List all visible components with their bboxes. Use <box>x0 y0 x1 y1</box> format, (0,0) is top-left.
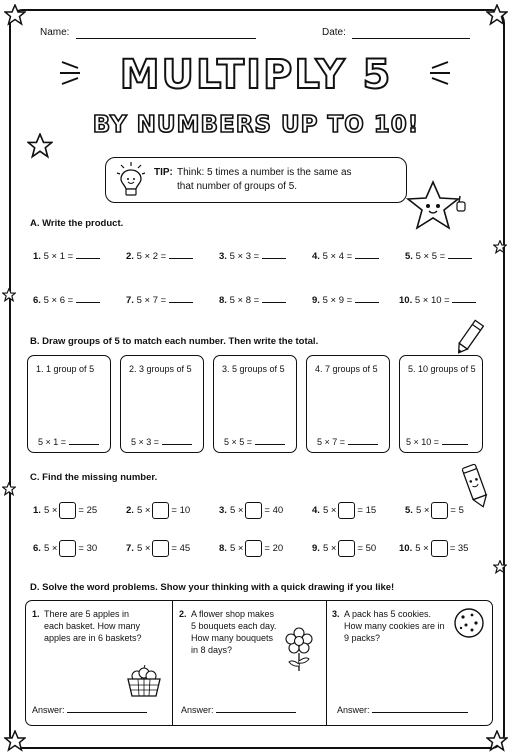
tip-box <box>105 157 407 203</box>
missing-number-problem: 7. 5 × = 45 <box>126 540 190 557</box>
answer-blank[interactable] <box>67 704 147 713</box>
answer-blank[interactable] <box>262 294 286 303</box>
missing-number-problem: 10. 5 × = 35 <box>399 540 468 557</box>
missing-number-box[interactable] <box>152 540 169 557</box>
answer-blank[interactable] <box>216 704 296 713</box>
missing-number-box[interactable] <box>59 540 76 557</box>
date-label: Date: <box>322 27 346 38</box>
answer-row-2: Answer: <box>181 704 296 715</box>
product-problem: 4. 5 × 4 = <box>312 250 379 262</box>
group-box[interactable]: 3. 5 groups of 5 5 × 5 = <box>213 355 297 453</box>
product-problem: 6. 5 × 6 = <box>33 294 100 306</box>
cookie-icon <box>452 606 486 640</box>
answer-blank[interactable] <box>348 436 378 445</box>
product-problem: 9. 5 × 9 = <box>312 294 379 306</box>
answer-blank[interactable] <box>76 294 100 303</box>
answer-blank[interactable] <box>442 436 468 445</box>
product-problem: 1. 5 × 1 = <box>33 250 100 262</box>
missing-number-problem: 6. 5 × = 30 <box>33 540 97 557</box>
tip-text-line2: that number of groups of 5. <box>177 181 298 192</box>
star-icon <box>486 4 508 26</box>
missing-number-problem: 4. 5 × = 15 <box>312 502 376 519</box>
page-title: MULTIPLY 5 <box>119 52 393 98</box>
page-subtitle: BY NUMBERS UP TO 10! <box>92 112 420 138</box>
star-icon <box>493 560 507 574</box>
star-icon <box>4 4 26 26</box>
missing-number-box[interactable] <box>431 540 448 557</box>
answer-blank[interactable] <box>262 250 286 259</box>
flower-icon <box>282 626 316 672</box>
product-problem: 2. 5 × 2 = <box>126 250 193 262</box>
missing-number-box[interactable] <box>59 502 76 519</box>
date-field[interactable] <box>352 38 470 39</box>
missing-number-box[interactable] <box>245 502 262 519</box>
section-c-heading: C. Find the missing number. <box>30 472 158 483</box>
section-a-heading: A. Write the product. <box>30 218 124 229</box>
missing-number-problem: 9. 5 × = 50 <box>312 540 376 557</box>
word-problem-2: 2. A flower shop makes 5 bouquets each day. How many bouquets in 8 days? <box>179 609 277 655</box>
answer-row-3: Answer: <box>337 704 468 715</box>
star-mascot-icon <box>405 180 471 236</box>
answer-blank[interactable] <box>76 250 100 259</box>
pencil-icon <box>452 318 486 358</box>
name-field[interactable] <box>76 38 256 39</box>
product-problem: 8. 5 × 8 = <box>219 294 286 306</box>
product-problem: 5. 5 × 5 = <box>405 250 472 262</box>
missing-number-box[interactable] <box>338 502 355 519</box>
divider <box>326 601 327 725</box>
missing-number-box[interactable] <box>431 502 448 519</box>
missing-number-box[interactable] <box>152 502 169 519</box>
answer-row-1: Answer: <box>32 704 147 715</box>
missing-number-problem: 1. 5 × = 25 <box>33 502 97 519</box>
group-box[interactable]: 5. 10 groups of 5 5 × 10 = <box>399 355 483 453</box>
missing-number-problem: 8. 5 × = 20 <box>219 540 283 557</box>
answer-blank[interactable] <box>355 294 379 303</box>
answer-blank[interactable] <box>255 436 285 445</box>
section-d-heading: D. Solve the word problems. Show your thinking with a quick drawing if you like! <box>30 582 395 593</box>
product-problem: 10. 5 × 10 = <box>399 294 476 306</box>
product-problem: 7. 5 × 7 = <box>126 294 193 306</box>
group-box[interactable]: 1. 1 group of 5 5 × 1 = <box>27 355 111 453</box>
star-icon <box>4 730 26 752</box>
star-icon <box>2 288 16 302</box>
section-b-heading: B. Draw groups of 5 to match each number. Then write the total. <box>30 336 319 347</box>
star-icon <box>486 730 508 752</box>
answer-blank[interactable] <box>448 250 472 259</box>
lightbulb-icon <box>116 160 146 200</box>
divider <box>172 601 173 725</box>
burst-lines-icon <box>58 58 86 88</box>
tip-text-line1: Think: 5 times a number is the same as <box>177 167 352 178</box>
answer-blank[interactable] <box>169 294 193 303</box>
word-problem-3: 3. A pack has 5 cookies. How many cookies are in 9 packs? <box>332 609 445 643</box>
burst-lines-icon <box>424 58 452 88</box>
answer-blank[interactable] <box>372 704 468 713</box>
group-box[interactable]: 2. 3 groups of 5 5 × 3 = <box>120 355 204 453</box>
product-problem: 3. 5 × 3 = <box>219 250 286 262</box>
missing-number-problem: 3. 5 × = 40 <box>219 502 283 519</box>
answer-blank[interactable] <box>452 294 476 303</box>
answer-blank[interactable] <box>162 436 192 445</box>
tip-label: TIP: <box>154 167 173 178</box>
group-box[interactable]: 4. 7 groups of 5 5 × 7 = <box>306 355 390 453</box>
answer-blank[interactable] <box>169 250 193 259</box>
star-icon <box>493 240 507 254</box>
missing-number-problem: 2. 5 × = 10 <box>126 502 190 519</box>
missing-number-box[interactable] <box>338 540 355 557</box>
missing-number-problem: 5. 5 × = 5 <box>405 502 464 519</box>
name-label: Name: <box>40 27 70 38</box>
answer-blank[interactable] <box>355 250 379 259</box>
answer-blank[interactable] <box>69 436 99 445</box>
apple-basket-icon <box>124 663 164 699</box>
word-problem-1: 1. There are 5 apples in each basket. How many apples are in 6 baskets? <box>32 609 142 643</box>
star-icon <box>2 482 16 496</box>
missing-number-box[interactable] <box>245 540 262 557</box>
